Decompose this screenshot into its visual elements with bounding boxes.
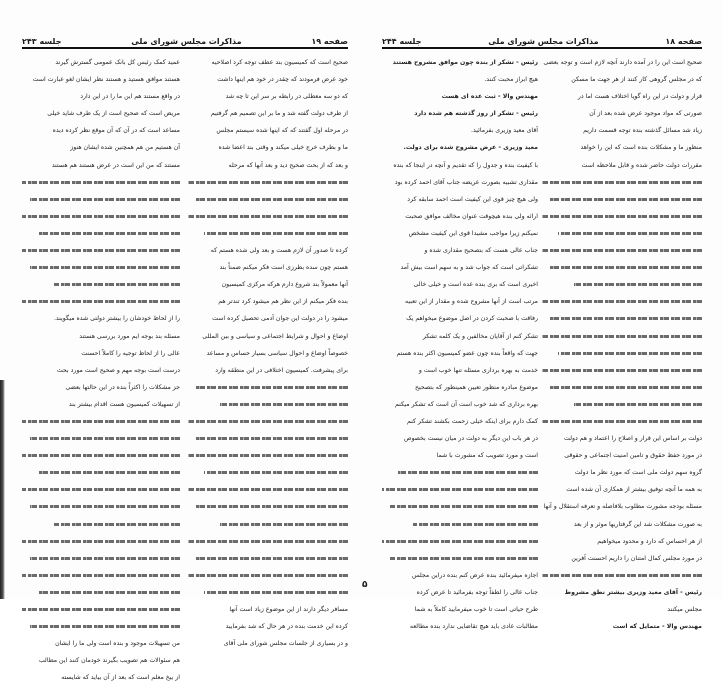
illegible-text-line bbox=[542, 293, 702, 310]
illegible-text-line bbox=[542, 242, 702, 259]
illegible-text-line bbox=[542, 208, 702, 225]
text-line: جهت که واقعاً بنده چون عضو کمیسیون اکثر بنده هستم bbox=[396, 349, 538, 357]
illegible-text-line bbox=[188, 533, 348, 550]
illegible-text-line bbox=[188, 447, 348, 464]
text-line: ولی هیچ چیز قوی این کیفیت است احمد سابقه کرد bbox=[407, 195, 538, 203]
text-line: جناب عالی را لطفاً توجه بفرمائید تا عرض کرده bbox=[416, 588, 538, 596]
illegible-text-line bbox=[542, 567, 702, 584]
illegible-text-line bbox=[22, 242, 180, 259]
illegible-text-line bbox=[188, 379, 348, 396]
text-line: مستند که من این است در عرض هستند هم هستند bbox=[51, 161, 180, 169]
text-line: اوضاع و احوال و شرایط اجتماعی و سیاسی و بین المللی bbox=[202, 332, 348, 340]
session-number: جلسه ۲۴۳ bbox=[22, 37, 62, 46]
text-line: معید وزیری - عرض مشروح شده برای دولت. bbox=[403, 144, 538, 152]
illegible-text-line bbox=[22, 567, 180, 584]
illegible-text-line bbox=[382, 533, 538, 550]
illegible-text-line bbox=[22, 191, 180, 208]
right-page bbox=[362, 0, 723, 631]
text-line: میشود را در دولت این جوان آدمی تحصیل کرده است bbox=[212, 315, 348, 323]
text-line: درست است بوجه مهم و صحیح است مورد بحث bbox=[56, 366, 180, 374]
text-line: به همه ما آنچه توفیق بیشتر از همکاری آن شده است bbox=[566, 486, 702, 494]
text-line: جز مشکلات را اکثراً بنده در این حالتها بعضی bbox=[65, 383, 180, 391]
text-line: مساعد است که در آن که آن موقع نظر کرده دیده bbox=[52, 127, 180, 135]
illegible-text-line bbox=[22, 533, 180, 550]
illegible-text-line bbox=[188, 481, 348, 498]
illegible-text-line bbox=[188, 174, 348, 191]
text-line: مقداری تشبیه بصورت عریضه جناب آقای احمد کرده بود bbox=[394, 178, 538, 186]
illegible-text-line bbox=[188, 567, 348, 584]
text-line: را از لحاظ خودشان را بیشتر دولتی شده میگویند. bbox=[53, 315, 180, 323]
text-line: بنده فکر میکنم از این نظر هم میشود کرد تندتر هم bbox=[218, 298, 348, 306]
text-line: منظور ما و مشکلات بنده است که این را خواهد bbox=[580, 144, 702, 152]
illegible-text-line bbox=[188, 225, 348, 242]
page-number: صفحه ۱۹ bbox=[311, 37, 348, 46]
illegible-text-line bbox=[22, 413, 180, 430]
text-line: آنها معمولاً بند شروع دارم هرکه مرکزی کمیسیون bbox=[221, 281, 348, 289]
header-rule bbox=[382, 47, 702, 49]
illegible-text-line bbox=[22, 174, 180, 191]
text-line: مجلس میکنند bbox=[667, 606, 702, 613]
illegible-text-line bbox=[22, 447, 180, 464]
text-line: خود عرض فرمودند که چقدر در خود هم اینها داشت bbox=[217, 76, 348, 84]
illegible-text-line bbox=[188, 430, 348, 447]
illegible-text-line bbox=[542, 174, 702, 191]
text-line: صحیح است این را در آمده دارند آنچه لازم است و توجه بعضی bbox=[543, 59, 702, 66]
text-line: رئیس - تشکر از روز گذشته هم شده دارد bbox=[414, 110, 538, 118]
text-line: عالی را از لحاظ توجیه را کاملاً احسنت bbox=[81, 349, 180, 357]
text-line: برای پیشرفت. کمیسیون اختلافی در این منطقه وارد bbox=[215, 366, 348, 374]
illegible-text-line bbox=[542, 191, 702, 208]
scan-binding-shadow bbox=[0, 380, 5, 599]
illegible-text-line bbox=[188, 413, 348, 430]
text-line: کرده این خدمت بنده در هر حال که شد بفرمایید bbox=[225, 623, 348, 631]
illegible-text-line bbox=[188, 550, 348, 567]
text-line: بهره برداری که شد خوب است آن است که تشکر میکنم bbox=[394, 400, 538, 408]
illegible-text-line bbox=[382, 498, 538, 515]
text-line: از تسهیلات کمیسیون هست اقدام بیشتر بند bbox=[68, 400, 180, 408]
illegible-text-line bbox=[188, 516, 348, 533]
page-footer-mark: ۵ bbox=[362, 580, 368, 590]
illegible-text-line bbox=[542, 225, 702, 242]
illegible-text-line bbox=[542, 396, 702, 413]
text-line: هم سئوالات هم تصویب بگیرند خودمان کنند این مطالب bbox=[38, 657, 180, 665]
text-line: در مورد مجلس کمال امتنان را داریم احسنت آفرین bbox=[571, 554, 702, 562]
text-line: خدمت به بهره برداری مسئله تنها خوب است و bbox=[418, 366, 538, 374]
illegible-text-line bbox=[22, 516, 180, 533]
text-line: دولت بر اساس این قرار و اصلاح را اعتماد و هم دولت bbox=[564, 435, 702, 443]
text-line: صورتی که مواد موجود عرض شده بعد از آن bbox=[589, 110, 702, 118]
illegible-text-line bbox=[188, 191, 348, 208]
text-line: کرده تا صدور آن لازم هست و بعد ولی شده هستم که bbox=[210, 247, 348, 255]
illegible-text-line bbox=[22, 293, 180, 310]
text-line: زیاد شد مسائل گذشته بنده توجه قسمت داریم bbox=[583, 127, 702, 135]
illegible-text-line bbox=[542, 362, 702, 379]
text-line: در واقع مستند هم این ما را در این دارد bbox=[80, 93, 180, 101]
illegible-text-line bbox=[382, 516, 538, 533]
header-rule bbox=[22, 47, 348, 49]
text-line: هستم چون سده بطرزی است فکر میکنم ضمناً بند bbox=[219, 264, 348, 272]
illegible-text-line bbox=[22, 550, 180, 567]
publication-title: مذاکرات مجلس شورای ملی bbox=[488, 37, 599, 46]
illegible-text-line bbox=[188, 584, 348, 601]
text-line: تشکر کنم از آقایان مخالفین و یک کلمه تشکر bbox=[422, 332, 538, 340]
illegible-text-line bbox=[188, 464, 348, 481]
illegible-text-line bbox=[22, 430, 180, 447]
text-line: رئیس - تشکر از بنده چون موافق مشروح هستند bbox=[392, 59, 538, 66]
text-line: من تسهیلات موجود و بنده است ولی ما را ایشان bbox=[55, 640, 180, 648]
text-line: مقررات دولت حاضر شده و قابل ملاحظه است bbox=[581, 161, 702, 169]
illegible-text-line bbox=[22, 259, 180, 276]
right-page-left-column bbox=[382, 54, 538, 635]
left-page-left-column bbox=[22, 54, 180, 686]
text-line: در مورد حفظ حقوق و تامین امنیت اجتماعی و حقوقی bbox=[564, 452, 702, 460]
illegible-text-line bbox=[22, 601, 180, 618]
text-line: مهندس والا - متمایل که است bbox=[612, 623, 702, 631]
text-line: که دو سه معطلی در رابطه بر سر این تا چه شد bbox=[225, 93, 348, 101]
text-line: مسافر دیگر دارند از این موضوع زیاد است آنها bbox=[229, 606, 348, 613]
illegible-text-line bbox=[542, 310, 702, 327]
text-line: رفاقت با صحبت کردن در اصل موضوع میخواهم یک bbox=[406, 315, 538, 323]
illegible-text-line bbox=[382, 481, 538, 498]
text-line: ما و بطرف خرج خیلی میکند و وقتی بند اعضا شده bbox=[218, 144, 348, 152]
text-line: گروه سهم دولت ملی است که مورد نظر ما دولت bbox=[574, 469, 702, 477]
text-line: اخیری است که بری بنده عده است و خیلی خالی bbox=[413, 281, 538, 289]
text-line: به صورت مشکلات شد این گرفتاریها موثر و از بعد bbox=[573, 520, 702, 528]
text-line: در مرحله اول گفتند که که اینها شده سیستم مجلس bbox=[216, 127, 348, 135]
illegible-text-line bbox=[22, 498, 180, 515]
illegible-text-line bbox=[542, 413, 702, 430]
text-line: اجازه میفرمائید بنده عرض کنم بنده دراین مجلس bbox=[411, 571, 538, 579]
illegible-text-line bbox=[188, 498, 348, 515]
illegible-text-line bbox=[22, 481, 180, 498]
text-line: است و مورد تصویب که مشورت با شما bbox=[436, 452, 538, 460]
text-line: آن هستیم من هم همچنین شده ایشان هنوز bbox=[70, 144, 180, 152]
text-line: مرتب است از آنها مشروح شده و مقدار از این تعبیه bbox=[405, 298, 538, 306]
text-line: طرح حیاتی است تا خوب میفرمایید کاملاً به شما bbox=[414, 606, 538, 613]
text-line: مطالبات عادی باید هیچ تقاضایی ندارد بنده مطالعه bbox=[409, 623, 538, 631]
text-line: که در مجلس گروهی کار کنند از هر جهت ما مسکن bbox=[571, 76, 702, 84]
illegible-text-line bbox=[542, 345, 702, 362]
illegible-text-line bbox=[22, 208, 180, 225]
text-line: و بعد که از بحث صحیح دید و بعد آنها که مرحله bbox=[228, 161, 348, 169]
text-line: مریض است که صحیح است از یک طرف شاید خیلی bbox=[47, 110, 180, 118]
illegible-text-line bbox=[542, 328, 702, 345]
illegible-text-line bbox=[188, 396, 348, 413]
illegible-text-line bbox=[382, 550, 538, 567]
right-page-right-column bbox=[542, 54, 702, 635]
text-line: و در بسیاری از جلسات مجلس شورای ملی آقای bbox=[223, 640, 348, 648]
text-line: قرار و دولت در این راه گویا اختلاف هست اما در bbox=[577, 93, 702, 101]
text-line: تشکراتی است که جواب شد و به سهم است بیش آمد bbox=[400, 264, 538, 272]
session-number: جلسه ۲۴۴ bbox=[382, 37, 422, 46]
illegible-text-line bbox=[542, 379, 702, 396]
text-line: عمید کمک رئیس کل بانک عمومی گسترش گیرند bbox=[55, 59, 180, 66]
illegible-text-line bbox=[542, 276, 702, 293]
illegible-text-line bbox=[22, 464, 180, 481]
text-line: خصوصاً اوضاع و احوال سیاسی بسیار حساس و مساعد bbox=[206, 349, 348, 357]
text-line: رئیس - آقای معید وزیری بیشتر نطق مشروط bbox=[564, 588, 702, 596]
text-line: ارائه ولی بنده هیچوقت عنوان مخالف موافق صحبت bbox=[405, 212, 538, 220]
text-line: مهندس والا - ثبت عده ای هست bbox=[441, 93, 538, 101]
text-line: از طرف دولت گفته شد و ما بر این تصمیم هم گرفتیم bbox=[210, 110, 348, 118]
left-page-header bbox=[22, 30, 348, 46]
text-line: کمک دارم برای اینکه خیلی زحمت بکشند تشکر کنم bbox=[407, 417, 538, 425]
text-line: از هر احساس که دارد و محدود میخواهیم bbox=[597, 537, 702, 545]
illegible-text-line bbox=[22, 276, 180, 293]
left-page-right-column bbox=[188, 54, 348, 652]
illegible-text-line bbox=[22, 584, 180, 601]
text-line: با کیفیت بنده و جدول را که تقدیم و آنچه در اینجا که بنده bbox=[393, 161, 538, 169]
text-line: جناب عالی هست که بتصحیح مقداری شده و bbox=[424, 247, 538, 255]
text-line: هستند موافق هستید و هستند نظر ایشان لغو عبارت است bbox=[32, 76, 180, 84]
illegible-text-line bbox=[22, 225, 180, 242]
illegible-text-line bbox=[22, 618, 180, 635]
left-page bbox=[0, 0, 362, 682]
publication-title: مذاکرات مجلس شورای ملی bbox=[131, 37, 242, 46]
text-line: صحیح است که کمیسیون بند عطف توجه کرد اصلاحیه bbox=[211, 59, 348, 66]
text-line: مسئله بند بوجه ایم مورد بررسی هستند bbox=[79, 332, 180, 340]
text-line: مسئله بودجه مشورت مطلوب بلافاصله و تعرفه استقلال و آنها bbox=[543, 503, 702, 511]
illegible-text-line bbox=[542, 259, 702, 276]
text-line: هیچ ابراز محبت کنند. bbox=[484, 76, 538, 84]
text-line: موضوع مبادره منظور تعیین همینطور که بتصحیح bbox=[414, 383, 538, 391]
illegible-text-line bbox=[188, 208, 348, 225]
text-line: از بیخ معلم است که بعد از آن بیاید که شایسته bbox=[61, 674, 180, 682]
page-number: صفحه ۱۸ bbox=[665, 37, 702, 46]
text-line: در هر باب این دیگر به دولت در میان نیست بخصوص bbox=[403, 435, 538, 443]
right-page-header bbox=[382, 30, 702, 46]
text-line: آقای معید وزیری بفرمائید. bbox=[471, 127, 538, 135]
text-line: نمیکنم زیرا مواجب مشیدا قوی این کیفیت مشخص bbox=[408, 229, 538, 237]
illegible-text-line bbox=[382, 464, 538, 481]
